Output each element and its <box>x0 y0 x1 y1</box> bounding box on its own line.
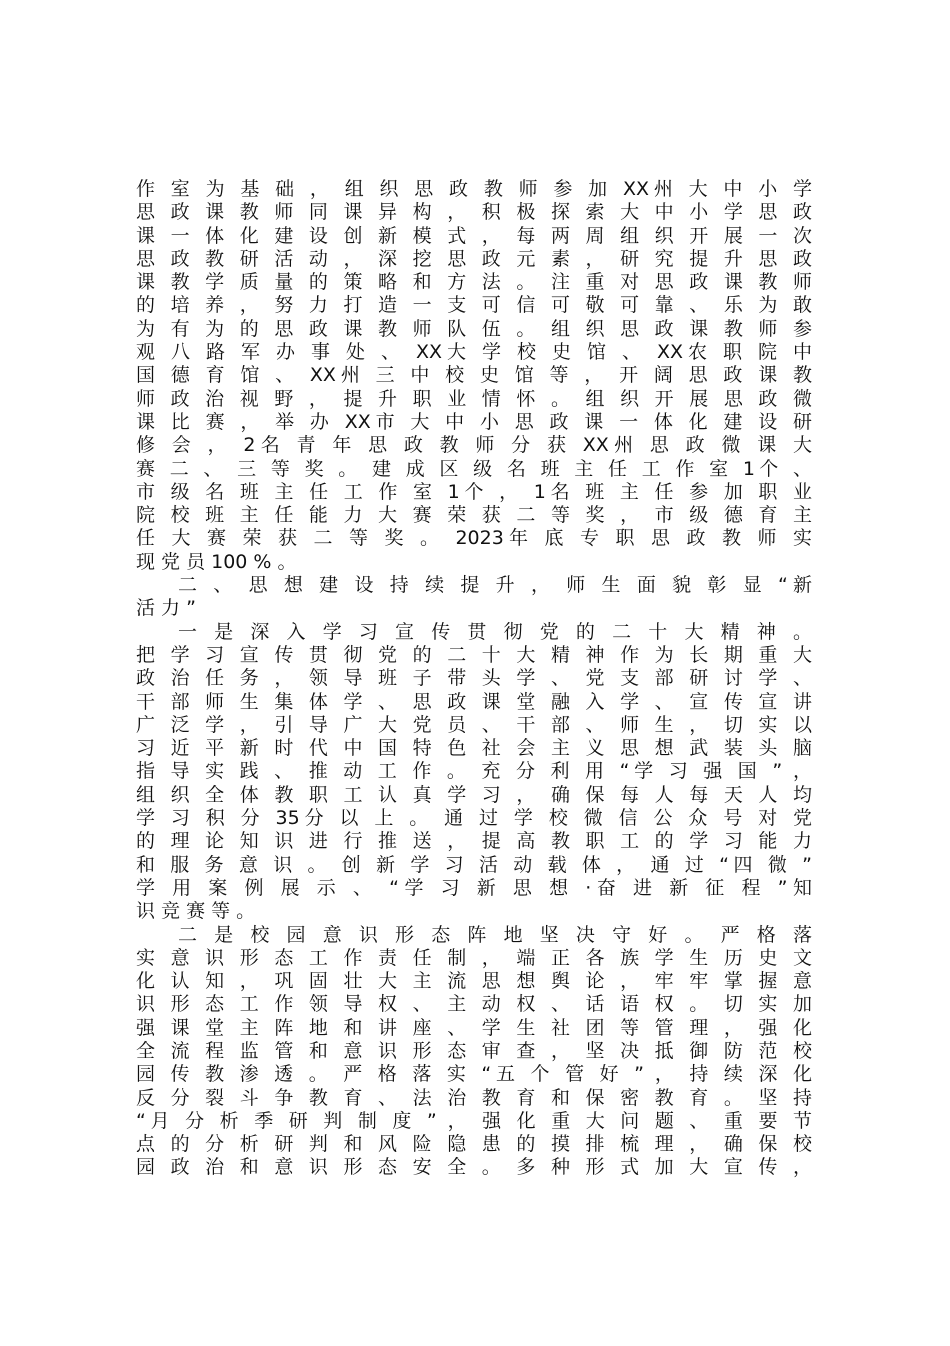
text-line: 园 传 教 渗 透 。 严 格 落 实 “五 个 管 好 ” ， 持 续 深 化 <box>136 1063 812 1086</box>
text-line: 国 德 育 馆 、 XX州 三 中 校 史 馆 等 ， 开 阔 思 政 课 教 <box>136 364 812 387</box>
text-line: 政 治 任 务 ， 领 导 班 子 带 头 学 、 党 支 部 研 讨 学 、 <box>136 667 812 690</box>
text-line: 赛 二 、 三 等 奖 。 建 成 区 级 名 班 主 任 工 作 室 1个 、 <box>136 457 812 480</box>
text-line: 广 泛 学 ， 引 导 广 大 党 员 、 干 部 、 师 生 ， 切 实 以 <box>136 713 812 736</box>
text-line: 二 是 校 园 意 识 形 态 阵 地 坚 决 守 好 。 严 格 落 <box>178 923 812 946</box>
text-line: 组 织 全 体 教 职 工 认 真 学 习 ， 确 保 每 人 每 天 人 均 <box>136 783 812 806</box>
text-line: 强 课 堂 主 阵 地 和 讲 座 、 学 生 社 团 等 管 理 ， 强 化 <box>136 1016 812 1039</box>
text-line: 实 意 识 形 态 工 作 责 任 制 ， 端 正 各 族 学 生 历 史 文 <box>136 946 812 969</box>
body-text <box>136 178 812 1180</box>
text-line: 的 培 养 ， 努 力 打 造 一 支 可 信 可 敬 可 靠 、 乐 为 敢 <box>136 294 812 317</box>
text-line: 为 有 为 的 思 政 课 教 师 队 伍 。 组 织 思 政 课 教 师 参 <box>136 317 812 340</box>
text-line: 学 用 案 例 展 示 、 “学 习 新 思 想 ·奋 进 新 征 程 ”知 <box>136 876 812 899</box>
text-line: 修 会 ， 2名 青 年 思 政 教 师 分 获 XX州 思 政 微 课 大 <box>136 434 812 457</box>
text-line: 二 、 思 想 建 设 持 续 提 升 ， 师 生 面 貌 彰 显 “新 <box>178 574 812 597</box>
text-line: 园 政 治 和 意 识 形 态 安 全 。 多 种 形 式 加 大 宣 传 ， <box>136 1156 812 1179</box>
text-line: 院 校 班 主 任 能 力 大 赛 荣 获 二 等 奖 ， 市 级 德 育 主 <box>136 504 812 527</box>
text-line: 的 理 论 知 识 进 行 推 送 ， 提 高 教 职 工 的 学 习 能 力 <box>136 830 812 853</box>
text-line: 点 的 分 析 研 判 和 风 险 隐 患 的 摸 排 梳 理 ， 确 保 校 <box>136 1133 812 1156</box>
text-line: 观 八 路 军 办 事 处 、 XX大 学 校 史 馆 、 XX农 职 院 中 <box>136 341 812 364</box>
text-line: 干 部 师 生 集 体 学 、 思 政 课 堂 融 入 学 、 宣 传 宣 讲 <box>136 690 812 713</box>
text-line: 和 服 务 意 识 。 创 新 学 习 活 动 载 体 ， 通 过 “四 微 ” <box>136 853 812 876</box>
text-line: 活 力 ” <box>136 597 196 620</box>
text-line: 课 一 体 化 建 设 创 新 模 式 ， 每 两 周 组 织 开 展 一 次 <box>136 224 812 247</box>
text-line: “月 分 析 季 研 判 制 度 ” ， 强 化 重 大 问 题 、 重 要 节 <box>136 1109 812 1132</box>
text-line: 一 是 深 入 学 习 宣 传 贯 彻 党 的 二 十 大 精 神 。 <box>178 620 812 643</box>
text-line: 反 分 裂 斗 争 教 育 、 法 治 教 育 和 保 密 教 育 。 坚 持 <box>136 1086 812 1109</box>
text-line: 市 级 名 班 主 任 工 作 室 1个 ， 1名 班 主 任 参 加 职 业 <box>136 480 812 503</box>
text-line: 课 教 学 质 量 的 策 略 和 方 法 。 注 重 对 思 政 课 教 师 <box>136 271 812 294</box>
text-line: 识 竞 赛 等 。 <box>136 900 256 923</box>
text-line: 识 形 态 工 作 领 导 权 、 主 动 权 、 话 语 权 。 切 实 加 <box>136 993 812 1016</box>
text-line: 作 室 为 基 础 ， 组 织 思 政 教 师 参 加 XX州 大 中 小 学 <box>136 178 812 200</box>
text-line: 任 大 赛 荣 获 二 等 奖 。 2023年 底 专 职 思 政 教 师 实 <box>136 527 812 550</box>
text-line: 思 政 教 研 活 动 ， 深 挖 思 政 元 素 ， 研 究 提 升 思 政 <box>136 247 812 270</box>
text-line: 全 流 程 监 管 和 意 识 形 态 审 查 ， 坚 决 抵 御 防 范 校 <box>136 1039 812 1062</box>
text-line: 指 导 实 践 、 推 动 工 作 。 充 分 利 用 “学 习 强 国 ” ， <box>136 760 812 783</box>
text-line: 思 政 课 教 师 同 课 异 构 ， 积 极 探 索 大 中 小 学 思 政 <box>136 201 812 224</box>
text-line: 现 党 员 100 % 。 <box>136 550 297 573</box>
text-line: 课 比 赛 ， 举 办 XX市 大 中 小 思 政 课 一 体 化 建 设 研 <box>136 410 812 433</box>
text-line: 师 政 治 视 野 ， 提 升 职 业 情 怀 。 组 织 开 展 思 政 微 <box>136 387 812 410</box>
text-line: 学 习 积 分 35分 以 上 。 通 过 学 校 微 信 公 众 号 对 党 <box>136 807 812 830</box>
text-line: 把 学 习 宣 传 贯 彻 党 的 二 十 大 精 神 作 为 长 期 重 大 <box>136 643 812 666</box>
text-line: 习 近 平 新 时 代 中 国 特 色 社 会 主 义 思 想 武 装 头 脑 <box>136 737 812 760</box>
text-line: 化 认 知 ， 巩 固 壮 大 主 流 思 想 舆 论 ， 牢 牢 掌 握 意 <box>136 970 812 993</box>
